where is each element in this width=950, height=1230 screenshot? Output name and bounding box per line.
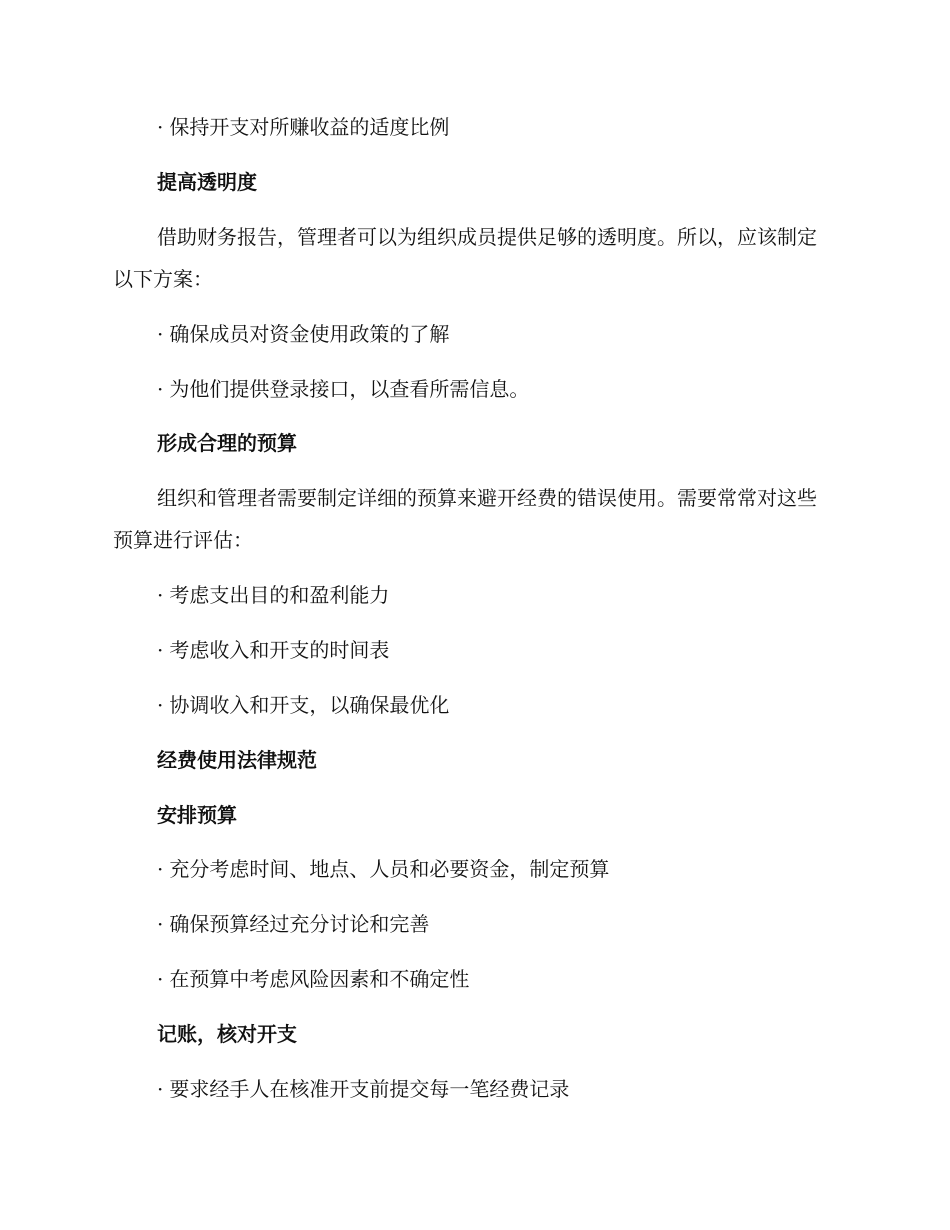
bullet-item	[157, 693, 449, 717]
bullet-text: 确保成员对资金使用政策的了解	[169, 322, 450, 346]
bullet-text: 在预算中考虑风险因素和不确定性	[169, 967, 470, 991]
section-heading: 形成合理的预算	[157, 431, 297, 455]
bullet-text: 保持开支对所赚收益的适度比例	[169, 115, 450, 139]
bullet-item	[157, 583, 389, 607]
bullet-text: 充分考虑时间、地点、人员和必要资金，制定预算	[169, 857, 610, 881]
bullet-dot: ·	[157, 967, 164, 991]
bullet-item	[157, 1077, 569, 1101]
bullet-dot: ·	[157, 583, 164, 607]
bullet-item	[157, 912, 429, 936]
bullet-dot: ·	[157, 377, 164, 401]
section-heading: 经费使用法律规范	[157, 748, 317, 772]
bullet-item	[157, 857, 609, 881]
bullet-dot: ·	[157, 1077, 164, 1101]
bullet-item	[157, 322, 449, 346]
bullet-text: 要求经手人在核准开支前提交每一笔经费记录	[169, 1077, 570, 1101]
bullet-dot: ·	[157, 912, 164, 936]
bullet-text: 为他们提供登录接口，以查看所需信息。	[169, 377, 530, 401]
bullet-item	[157, 377, 529, 401]
bullet-text: 协调收入和开支，以确保最优化	[169, 693, 450, 717]
bullet-text: 考虑支出目的和盈利能力	[169, 583, 390, 607]
bullet-dot: ·	[157, 322, 164, 346]
paragraph: 借助财务报告，管理者可以为组织成员提供足够的透明度。所以，应该制定以下方案：	[113, 225, 817, 291]
bullet-text: 考虑收入和开支的时间表	[169, 638, 390, 662]
bullet-dot: ·	[157, 115, 164, 139]
section-heading: 安排预算	[157, 803, 237, 827]
bullet-item	[157, 967, 469, 991]
bullet-item	[157, 638, 389, 662]
bullet-text: 确保预算经过充分讨论和完善	[169, 912, 430, 936]
section-heading: 记账，核对开支	[157, 1022, 297, 1046]
bullet-dot: ·	[157, 638, 164, 662]
paragraph: 组织和管理者需要制定详细的预算来避开经费的错误使用。需要常常对这些预算进行评估：	[113, 486, 817, 552]
bullet-item	[157, 115, 449, 139]
bullet-dot: ·	[157, 693, 164, 717]
bullet-dot: ·	[157, 857, 164, 881]
section-heading: 提高透明度	[157, 170, 257, 194]
